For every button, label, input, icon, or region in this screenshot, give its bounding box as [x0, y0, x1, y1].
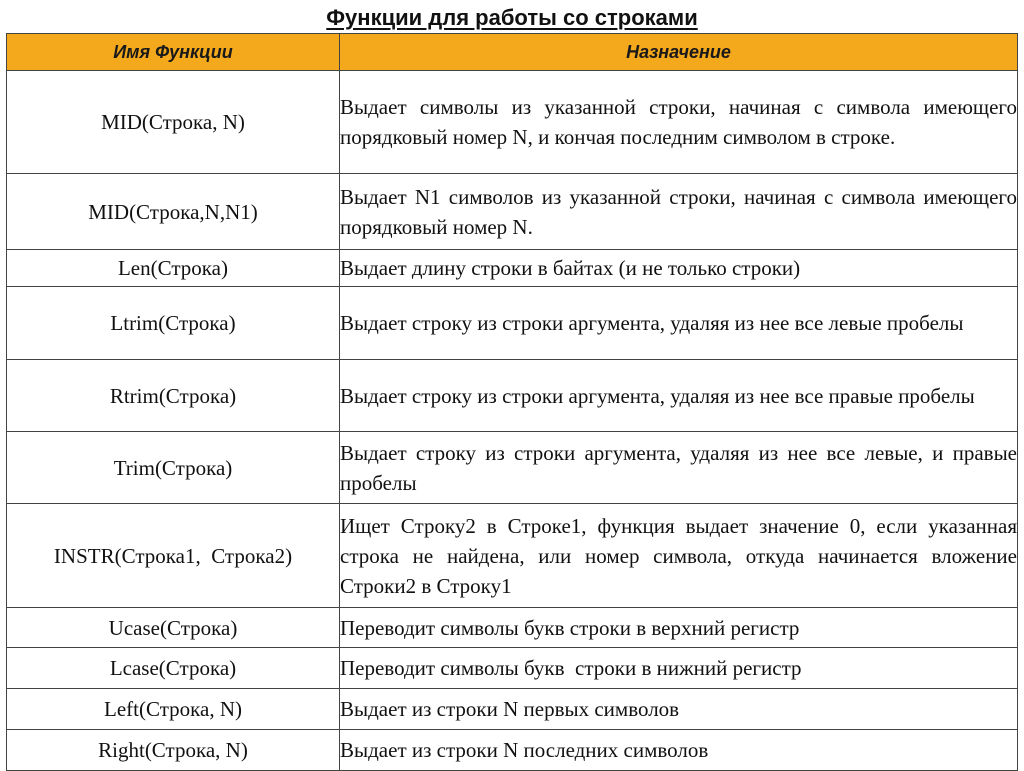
column-header-name: Имя Функции: [7, 34, 340, 71]
function-purpose-cell: Выдает символы из указанной строки, начиная с символа имеющего порядковый номер N, и кончая последним символом в строке.: [340, 71, 1018, 174]
table-row: [7, 432, 1018, 504]
column-header-purpose: Назначение: [340, 34, 1018, 71]
function-purpose-cell: Выдает из строки N последних символов: [340, 730, 1018, 771]
table-row: [7, 250, 1018, 287]
function-name-cell: Rtrim(Строка): [7, 360, 340, 432]
table-row: [7, 648, 1018, 689]
function-purpose-cell: Выдает строку из строки аргумента, удаляя из нее все правые пробелы: [340, 360, 1018, 432]
function-purpose-cell: Ищет Строку2 в Строке1, функция выдает значение 0, если указанная строка не найдена, или номер символа, откуда начинается вложение Строки2 в Строку1: [340, 504, 1018, 608]
table-row: [7, 71, 1018, 174]
table-row: [7, 174, 1018, 250]
function-purpose-cell: Выдает из строки N первых символов: [340, 689, 1018, 730]
table-row: [7, 730, 1018, 771]
function-purpose-cell: Переводит символы букв строки в верхний регистр: [340, 608, 1018, 648]
function-purpose-cell: Выдает длину строки в байтах (и не только строки): [340, 250, 1018, 287]
function-name-cell: Len(Строка): [7, 250, 340, 287]
function-purpose-cell: Выдает строку из строки аргумента, удаляя из нее все левые, и правые пробелы: [340, 432, 1018, 504]
table-row: [7, 287, 1018, 360]
function-purpose-cell: Выдает строку из строки аргумента, удаляя из нее все левые пробелы: [340, 287, 1018, 360]
function-purpose-cell: Выдает N1 символов из указанной строки, начиная с символа имеющего порядковый номер N.: [340, 174, 1018, 250]
function-name-cell: Ltrim(Строка): [7, 287, 340, 360]
function-name-cell: Trim(Строка): [7, 432, 340, 504]
function-name-cell: INSTR(Строка1, Строка2): [7, 504, 340, 608]
table-row: [7, 689, 1018, 730]
functions-table: [6, 33, 1018, 771]
function-name-cell: Left(Строка, N): [7, 689, 340, 730]
function-name-cell: MID(Строка,N,N1): [7, 174, 340, 250]
function-name-cell: Right(Строка, N): [7, 730, 340, 771]
table-header-row: [7, 34, 1018, 71]
table-row: [7, 504, 1018, 608]
page-title: Функции для работы со строками: [326, 5, 698, 30]
table-row: [7, 360, 1018, 432]
function-name-cell: Lcase(Строка): [7, 648, 340, 689]
table-row: [7, 608, 1018, 648]
function-purpose-cell: Переводит символы букв строки в нижний регистр: [340, 648, 1018, 689]
function-name-cell: Ucase(Строка): [7, 608, 340, 648]
function-name-cell: MID(Строка, N): [7, 71, 340, 174]
